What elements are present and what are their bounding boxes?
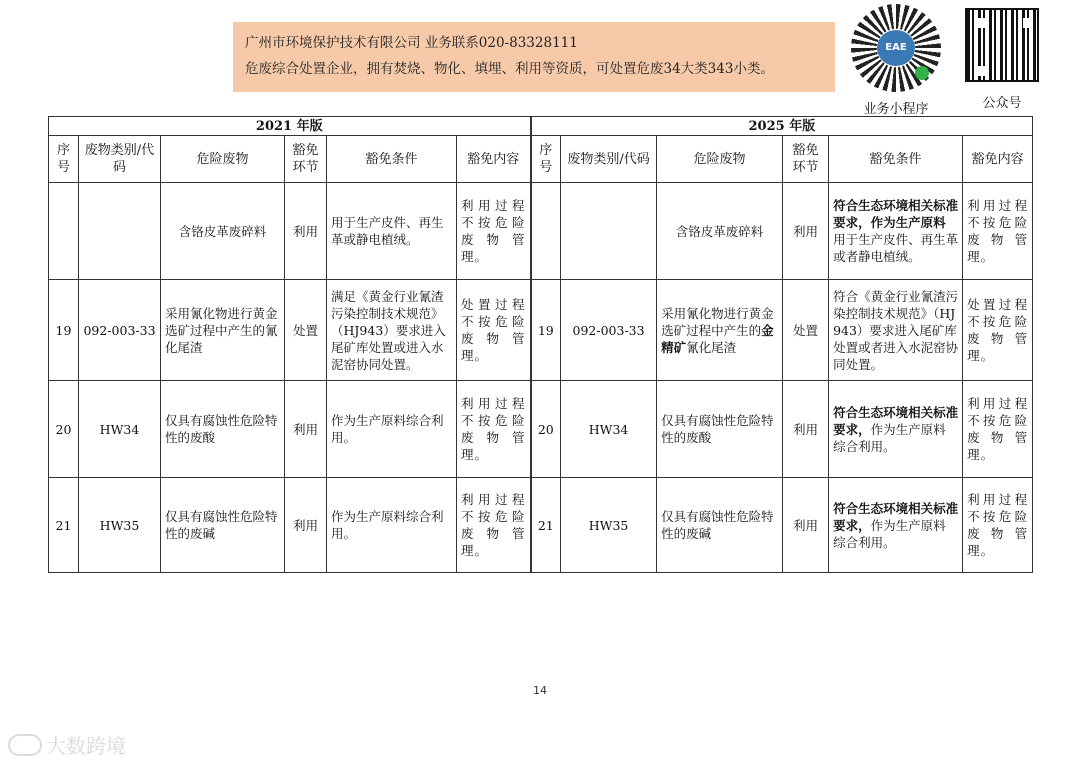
col-stage-2021: 豁免环节 (285, 136, 327, 183)
cell-code: HW34 (561, 381, 657, 478)
condition-emphasis: 符合生态环境相关标准要求，作为生产原料 (833, 198, 959, 230)
exemption-comparison-table (48, 116, 1033, 573)
col-seq-2021: 序号 (49, 136, 79, 183)
cell-seq: 20 (531, 381, 561, 478)
col-waste-2021: 危险废物 (161, 136, 285, 183)
cell-code: HW35 (561, 478, 657, 573)
cell-seq (531, 183, 561, 280)
col-content-2021: 豁免内容 (457, 136, 531, 183)
cell-code: 092-003-33 (561, 280, 657, 381)
watermark-logo-icon (8, 734, 42, 756)
cell-condition: 作为生产原料综合利用。 (327, 381, 457, 478)
cell-condition (829, 381, 963, 478)
col-waste-2025: 危险废物 (657, 136, 783, 183)
cell-stage: 利用 (783, 381, 829, 478)
col-category-2021: 废物类别/代码 (79, 136, 161, 183)
qr-code-icon (965, 8, 1039, 82)
cell-stage: 利用 (285, 381, 327, 478)
table-row (49, 183, 1033, 280)
cell-code (79, 183, 161, 280)
mini-program-qr[interactable] (848, 4, 944, 117)
company-banner (233, 22, 835, 92)
cell-condition: 满足《黄金行业氰渣污染控制技术规范》（HJ943）要求进入尾矿库处置或进入水泥窑协同处置。 (327, 280, 457, 381)
cell-seq: 19 (531, 280, 561, 381)
waste-emphasis: 金精矿 (661, 322, 774, 355)
mini-program-badge-icon (915, 66, 929, 80)
cell-content: 利用过程不按危险废物管理。 (457, 183, 531, 280)
mini-program-logo: EAE (877, 30, 915, 66)
cell-waste (657, 280, 783, 381)
official-account-qr[interactable] (962, 4, 1042, 111)
table-row (49, 280, 1033, 381)
condition-emphasis: 符合生态环境相关标准要求， (833, 404, 959, 437)
cell-stage: 利用 (285, 183, 327, 280)
cell-condition: 作为生产原料综合利用。 (327, 478, 457, 573)
cell-code: 092-003-33 (79, 280, 161, 381)
cell-seq: 19 (49, 280, 79, 381)
col-category-2025: 废物类别/代码 (561, 136, 657, 183)
cell-seq: 21 (49, 478, 79, 573)
col-condition-2021: 豁免条件 (327, 136, 457, 183)
col-seq-2025: 序号 (531, 136, 561, 183)
cell-condition: 用于生产皮件、再生革或静电植绒。 (327, 183, 457, 280)
cell-waste: 仅具有腐蚀性危险特性的废碱 (657, 478, 783, 573)
version-2021-header: 2021 年版 (49, 117, 531, 136)
cell-condition: 符合《黄金行业氰渣污染控制技术规范》（HJ 943）要求进入尾矿库处置或者进入水泥窑协同处置。 (829, 280, 963, 381)
cell-seq: 20 (49, 381, 79, 478)
cell-code: HW35 (79, 478, 161, 573)
condition-emphasis: 符合生态环境相关标准要求， (833, 500, 959, 533)
cell-waste: 仅具有腐蚀性危险特性的废酸 (657, 381, 783, 478)
condition-text: 作为生产原料综合利用。 (833, 421, 946, 454)
watermark-text: 大数跨境 (46, 734, 126, 758)
table-row (49, 381, 1033, 478)
mini-program-label: 业务小程序 (863, 102, 929, 117)
cell-stage: 处置 (783, 280, 829, 381)
cell-stage: 利用 (285, 478, 327, 573)
version-2025-header: 2025 年版 (531, 117, 1033, 136)
cell-condition (829, 183, 963, 280)
cell-stage: 利用 (783, 478, 829, 573)
cell-seq (49, 183, 79, 280)
banner-contact-line: 广州市环境保护技术有限公司 业务联系020-83328111 (245, 35, 578, 51)
watermark (8, 730, 126, 759)
cell-waste: 仅具有腐蚀性危险特性的废酸 (161, 381, 285, 478)
col-condition-2025: 豁免条件 (829, 136, 963, 183)
waste-text: 采用氰化物进行黄金选矿过程中产生的 (661, 305, 774, 338)
cell-waste: 含铬皮革废碎料 (161, 183, 285, 280)
cell-code: HW34 (79, 381, 161, 478)
cell-stage: 利用 (783, 183, 829, 280)
version-header-row (49, 117, 1033, 136)
cell-code (561, 183, 657, 280)
cell-content: 处置过程不按危险废物管理。 (457, 280, 531, 381)
cell-content: 处置过程不按危险废物管理。 (963, 280, 1033, 381)
cell-stage: 处置 (285, 280, 327, 381)
waste-text: 氰化尾渣 (686, 339, 737, 355)
mini-program-code-icon (851, 4, 941, 92)
cell-content: 利用过程不按危险废物管理。 (457, 381, 531, 478)
cell-waste: 采用氰化物进行黄金选矿过程中产生的氰化尾渣 (161, 280, 285, 381)
condition-text: 用于生产皮件、再生革或者静电植绒。 (833, 232, 959, 264)
condition-text: 作为生产原料综合利用。 (833, 517, 946, 550)
cell-content: 利用过程不按危险废物管理。 (457, 478, 531, 573)
col-content-2025: 豁免内容 (963, 136, 1033, 183)
cell-condition (829, 478, 963, 573)
cell-content: 利用过程不按危险废物管理。 (963, 183, 1033, 280)
col-stage-2025: 豁免环节 (783, 136, 829, 183)
table-row (49, 478, 1033, 573)
cell-waste: 含铬皮革废碎料 (657, 183, 783, 280)
cell-content: 利用过程不按危险废物管理。 (963, 381, 1033, 478)
column-header-row (49, 136, 1033, 183)
cell-waste: 仅具有腐蚀性危险特性的废碱 (161, 478, 285, 573)
page-number: 14 (533, 684, 547, 697)
banner-description-line: 危废综合处置企业，拥有焚烧、物化、填埋、利用等资质，可处置危废34大类343小类。 (245, 61, 774, 77)
cell-seq: 21 (531, 478, 561, 573)
official-account-label: 公众号 (982, 96, 1022, 111)
cell-content: 利用过程不按危险废物管理。 (963, 478, 1033, 573)
